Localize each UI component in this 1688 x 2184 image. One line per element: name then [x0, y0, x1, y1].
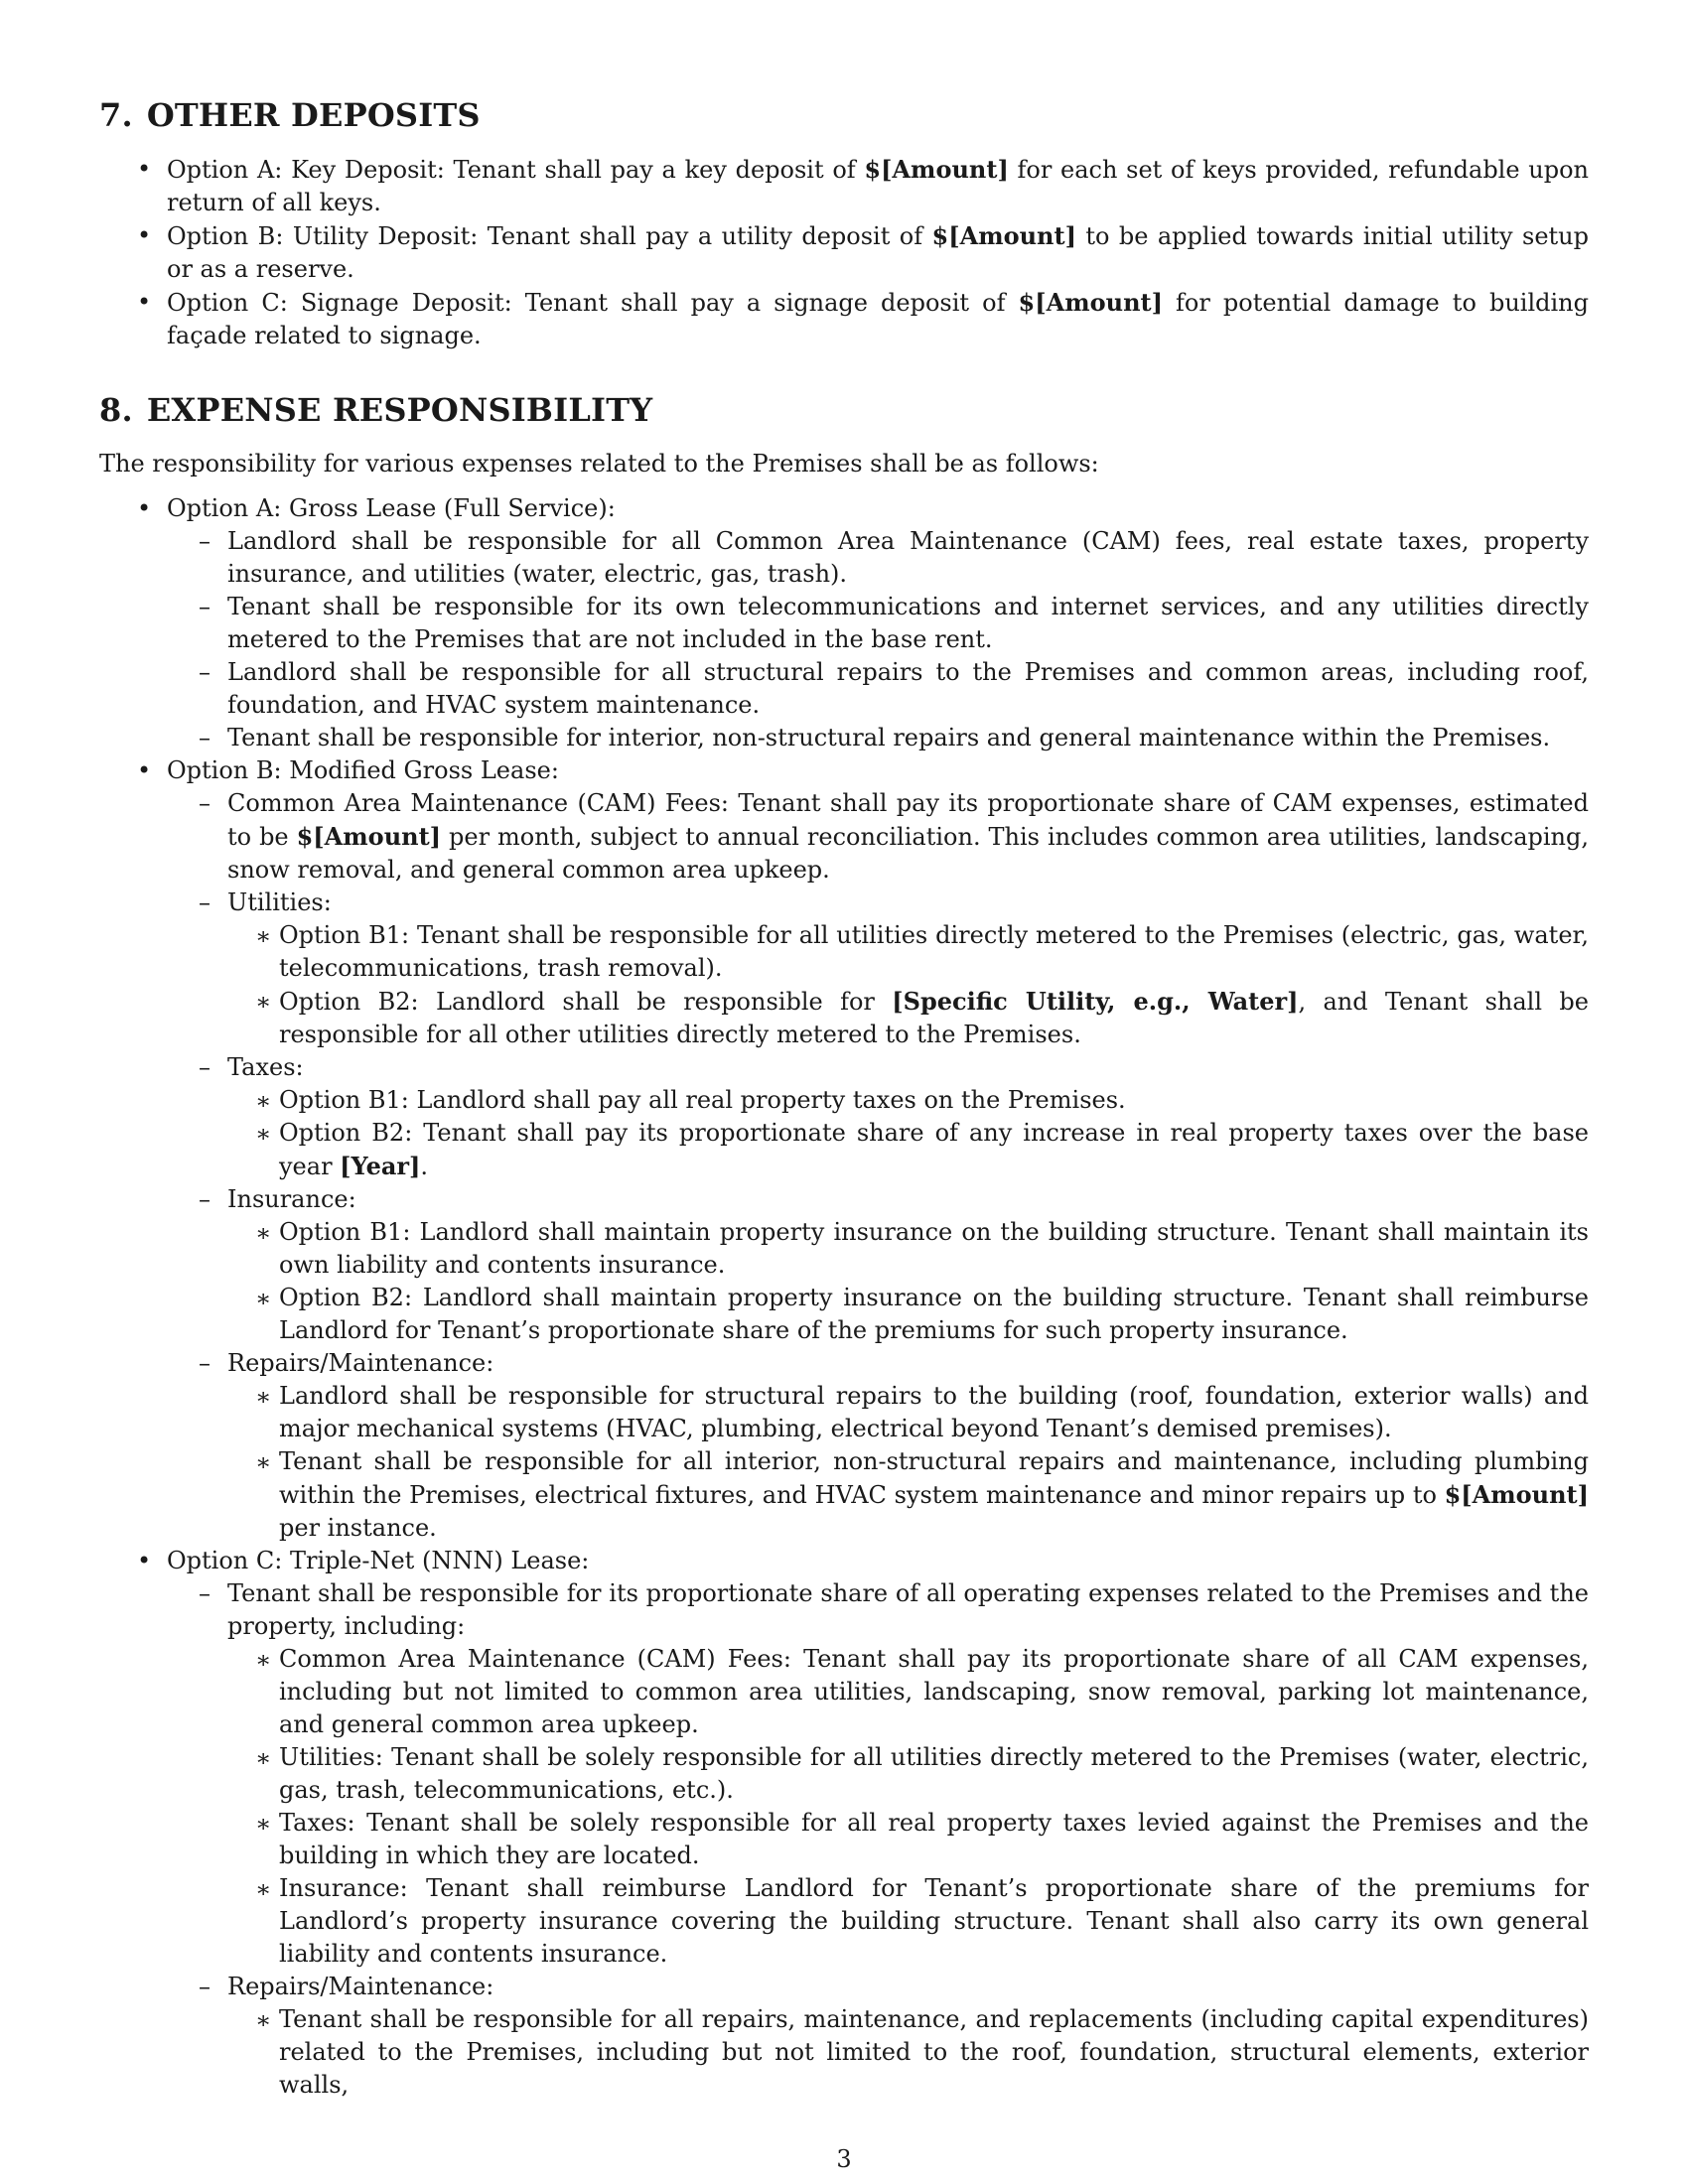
list-item: ∗ Common Area Maintenance (CAM) Fees: Tenant shall pay its proportionate share of all CAM expenses, including but not limited to common area utilities, landscaping, snow removal, parking lot maintenance, and general common area upkeep.: [255, 1645, 1589, 1738]
section-7-list: [99, 153, 1589, 352]
list-item: – Repairs/Maintenance: ∗ Landlord shall be responsible for structural repairs to the building (roof, foundation, exterior walls) and major mechanical systems (HVAC, plumbing, electrical beyond Tenant’s demised premises). ∗ Tenant shall be responsible for all interior, non-structural repairs and maintenance, including plumbing within the Premises, electrical fixtures, and HVAC system maintenance and minor repairs up to $[Amount] per instance.: [167, 1347, 1589, 1545]
section-8-heading: 8. EXPENSE RESPONSIBILITY: [99, 391, 653, 429]
section-7-heading: 7. OTHER DEPOSITS: [99, 96, 481, 134]
section-8-intro: The responsibility for various expenses related to the Premises shall be as follows:: [99, 450, 1099, 478]
list-item: ∗ Utilities: Tenant shall be solely responsible for all utilities directly metered to the Premises (water, electric, gas, trash, telecommunications, etc.).: [255, 1743, 1589, 1804]
list-item: – Utilities: ∗ Option B1: Tenant shall be responsible for all utilities directly metered to the Premises (electric, gas, water, telecommunications, trash removal). ∗ Option B2: Landlord shall be responsible for [Specific Utility, e.g., Water], and Tenant shall be responsible for all other utilities directly metered to the Premises.: [167, 887, 1589, 1051]
list-item: – Common Area Maintenance (CAM) Fees: Tenant shall pay its proportionate share of CAM expenses, estimated to be $[Amount] per month, subject to annual reconciliation. This includes common area utilities, landscaping, snow removal, and general common area upkeep.: [199, 789, 1590, 884]
list-item: – Insurance: ∗ Option B1: Landlord shall maintain property insurance on the building structure. Tenant shall maintain its own liability and contents insurance. ∗ Option B2: Landlord shall maintain property insurance on the building structure. Tenant shall reimburse Landlord for Tenant’s proportionate share of the premiums for such property insurance.: [167, 1183, 1589, 1347]
list-item: ∗ Landlord shall be responsible for structural repairs to the building (roof, foundation, exterior walls) and major mechanical systems (HVAC, plumbing, electrical beyond Tenant’s demised premises).: [255, 1382, 1589, 1442]
list-item: – Tenant shall be responsible for its proportionate share of all operating expenses related to the Premises and the property, including: ∗ Common Area Maintenance (CAM) Fees: Tenant shall pay its proportionate share of all CAM expenses, including but not limited to common area utilities, landscaping, snow removal, parking lot maintenance, and general common area upkeep. ∗ Utilities: Tenant shall be solely responsible for all utilities directly metered to the Premises (water, electric, gas, trash, telecommunications, etc.). ∗ Taxes: Tenant shall be solely responsible for all real property taxes levied against the Premises and the building in which they are located. ∗ Insurance: Tenant shall reimburse Landlord for Tenant’s proportionate share of the premiums for Landlord’s property insurance covering the building structure. Tenant shall also carry its own general liability and contents insurance.: [167, 1577, 1589, 1971]
list-item: ∗ Taxes: Tenant shall be solely responsible for all real property taxes levied against the Premises and the building in which they are located.: [255, 1809, 1589, 1869]
list-item: ∗ Option B1: Tenant shall be responsible for all utilities directly metered to the Premises (electric, gas, water, telecommunications, trash removal).: [255, 921, 1589, 982]
list-item: • Option C: Signage Deposit: Tenant shall pay a signage deposit of $[Amount] for potential damage to building façade related to signage.: [137, 288, 1589, 349]
list-item: ∗ Option B2: Landlord shall maintain property insurance on the building structure. Tenant shall reimburse Landlord for Tenant’s proportionate share of the premiums for such property insurance.: [255, 1284, 1589, 1344]
list-item: ∗ Option B1: Landlord shall maintain property insurance on the building structure. Tenant shall maintain its own liability and contents insurance.: [255, 1218, 1589, 1279]
section-8-list: [99, 492, 1589, 2102]
list-item: • Option A: Key Deposit: Tenant shall pay a key deposit of $[Amount] for each set of keys provided, refundable upon return of all keys.: [137, 155, 1590, 216]
list-item: – Landlord shall be responsible for all structural repairs to the Premises and common areas, including roof, foundation, and HVAC system maintenance.: [199, 658, 1589, 719]
option-c: • Option C: Triple-Net (NNN) Lease: – Tenant shall be responsible for its proportionate share of all operating expenses related to the Premises and the property, including: ∗ Common Area Maintenance (CAM) Fees: Tenant shall pay its proportionate share of all CAM expenses, including but not limited to common area utilities, landscaping, snow removal, parking lot maintenance, and general common area upkeep. ∗ Utilities: Tenant shall be solely responsible for all utilities directly metered to the Premises (water, electric, gas, trash, telecommunications, etc.). ∗ Taxes: Tenant shall be solely responsible for all real property taxes levied against the Premises and the building in which they are located. ∗ Insurance: Tenant shall reimburse Landlord for Tenant’s proportionate share of the premiums for Landlord’s property insurance covering the building structure. Tenant shall also carry its own general liability and contents insurance. – Repairs/Maintenance: ∗ Tenant shall be responsible for all repairs, maintenance, and replacements (including capital expenditures) related to the Premises, including but not limited to the roof, foundation, structural elements, exterior walls,: [99, 1545, 1589, 2102]
option-b: • Option B: Modified Gross Lease: – Common Area Maintenance (CAM) Fees: Tenant shall pay its proportionate share of CAM expenses, estimated to be $[Amount] per month, subject to annual reconciliation. This includes common area utilities, landscaping, snow removal, and general common area upkeep. – Utilities: ∗ Option B1: Tenant shall be responsible for all utilities directly metered to the Premises (electric, gas, water, telecommunications, trash removal). ∗ Option B2: Landlord shall be responsible for [Specific Utility, e.g., Water], and Tenant shall be responsible for all other utilities directly metered to the Premises. – Taxes: ∗ Option B1: Landlord shall pay all real property taxes on the Premises. ∗ Option B2: Tenant shall pay its proportionate share of any increase in real property taxes over the base year [Year]. – Insurance: ∗ Option B1: Landlord shall maintain property insurance on the building structure. Tenant shall maintain its own liability and contents insurance. ∗ Option B2: Landlord shall maintain property insurance on the building structure. Tenant shall reimburse Landlord for Tenant’s proportionate share of the premiums for such property insurance. – Repairs/Maintenance: ∗ Landlord shall be responsible for structural repairs to the building (roof, foundation, exterior walls) and major mechanical systems (HVAC, plumbing, electrical beyond Tenant’s demised premises). ∗ Tenant shall be responsible for all interior, non-structural repairs and maintenance, including plumbing within the Premises, electrical fixtures, and HVAC system maintenance and minor repairs up to $[Amount] per instance.: [99, 754, 1589, 1545]
list-item: • Option B: Utility Deposit: Tenant shall pay a utility deposit of $[Amount] to be applied towards initial utility setup or as a reserve.: [137, 221, 1590, 283]
list-item: – Tenant shall be responsible for its own telecommunications and internet services, and any utilities directly metered to the Premises that are not included in the base rent.: [199, 593, 1589, 653]
list-item: – Taxes: ∗ Option B1: Landlord shall pay all real property taxes on the Premises. ∗ Option B2: Tenant shall pay its proportionate share of any increase in real property taxes over the base year [Year].: [167, 1051, 1589, 1183]
list-item: ∗ Tenant shall be responsible for all interior, non-structural repairs and maintenance, including plumbing within the Premises, electrical fixtures, and HVAC system maintenance and minor repairs up to $[Amount] per instance.: [255, 1447, 1589, 1542]
list-item: ∗ Option B1: Landlord shall pay all real property taxes on the Premises.: [255, 1086, 1126, 1115]
list-item: ∗ Tenant shall be responsible for all repairs, maintenance, and replacements (including capital expenditures) related to the Premises, including but not limited to the roof, foundation, structural elements, exterior walls,: [255, 2005, 1589, 2099]
list-item: – Tenant shall be responsible for interior, non-structural repairs and general maintenance within the Premises.: [199, 724, 1551, 751]
list-item: ∗ Option B2: Tenant shall pay its proportionate share of any increase in real property taxes over the base year [Year].: [255, 1119, 1589, 1180]
document-page: [99, 95, 1589, 2102]
list-item: – Repairs/Maintenance: ∗ Tenant shall be responsible for all repairs, maintenance, and replacements (including capital expenditures) related to the Premises, including but not limited to the roof, foundation, structural elements, exterior walls,: [167, 1971, 1589, 2102]
list-item: ∗ Option B2: Landlord shall be responsible for [Specific Utility, e.g., Water], and Tenant shall be responsible for all other utilities directly metered to the Premises.: [255, 987, 1589, 1048]
page-number: 3: [836, 2145, 852, 2173]
list-item: – Landlord shall be responsible for all Common Area Maintenance (CAM) fees, real estate taxes, property insurance, and utilities (water, electric, gas, trash).: [199, 527, 1589, 588]
option-a: • Option A: Gross Lease (Full Service): – Landlord shall be responsible for all Common Area Maintenance (CAM) fees, real estate taxes, property insurance, and utilities (water, electric, gas, trash). – Tenant shall be responsible for its own telecommunications and internet services, and any utilities directly metered to the Premises that are not included in the base rent. – Landlord shall be responsible for all structural repairs to the Premises and common areas, including roof, foundation, and HVAC system maintenance. – Tenant shall be responsible for interior, non-structural repairs and general maintenance within the Premises.: [99, 492, 1589, 754]
list-item: ∗ Insurance: Tenant shall reimburse Landlord for Tenant’s proportionate share of the premiums for Landlord’s property insurance covering the building structure. Tenant shall also carry its own general liability and contents insurance.: [255, 1874, 1589, 1968]
